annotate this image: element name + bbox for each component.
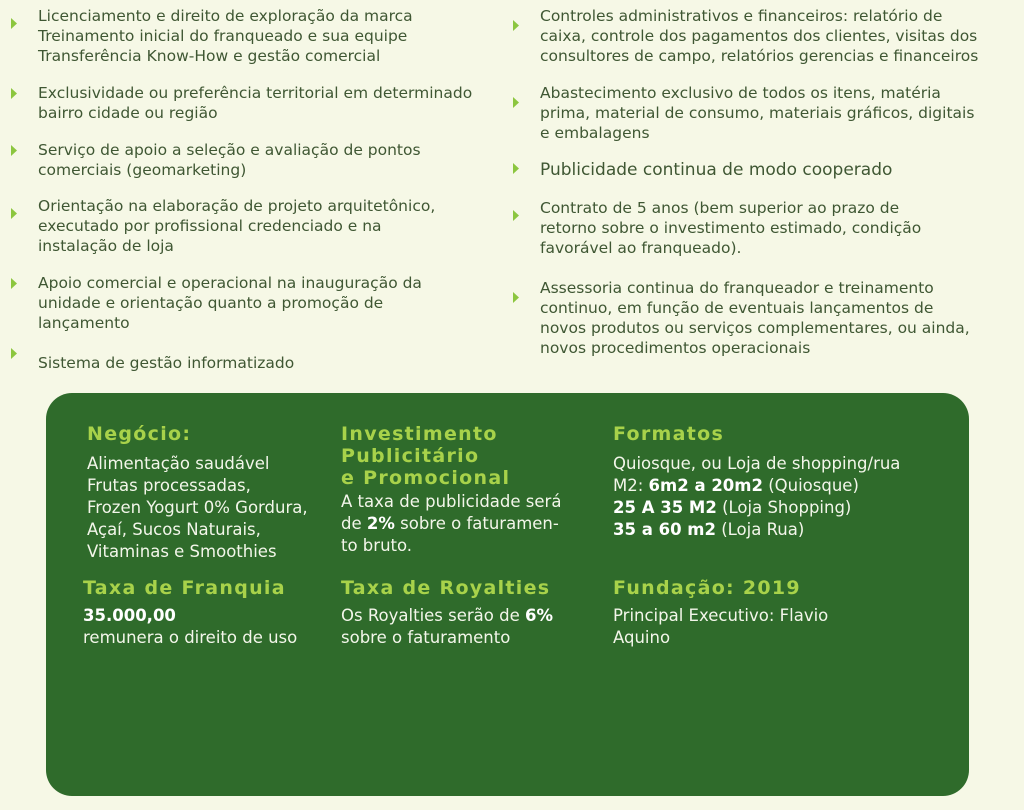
fundacao-line: Principal Executivo: Flavio <box>613 606 829 625</box>
negocio-line: Açaí, Sucos Naturais, <box>87 520 261 539</box>
royalties-line: Os Royalties serão de 6% <box>341 606 554 625</box>
formatos-line: 25 A 35 M2 (Loja Shopping) <box>613 498 852 517</box>
benefit-text: Orientação na elaboração de projeto arquitetônico, executado por profissional credenciado e na instalação de loja <box>38 197 436 255</box>
royalties-section <box>341 577 601 649</box>
bullet-icon <box>10 278 18 289</box>
benefit-item <box>512 83 1017 143</box>
formatos-line: Quiosque, ou Loja de shopping/rua <box>613 454 901 473</box>
benefit-item <box>512 198 1017 258</box>
benefit-text: Serviço de apoio a seleção e avaliação de pontos comerciais (geomarketing) <box>38 141 421 179</box>
bullet-icon <box>10 208 18 219</box>
benefit-text: Exclusividade ou preferência territorial em determinado bairro cidade ou região <box>38 84 473 122</box>
investimento-heading: Publicitário <box>341 445 480 467</box>
royalties-percent: 6% <box>525 606 554 625</box>
benefits-right-column <box>512 6 1017 358</box>
bullet-icon <box>10 348 18 359</box>
bullet-icon <box>512 20 520 31</box>
benefit-item <box>512 160 1017 180</box>
investimento-line: A taxa de publicidade será <box>341 492 562 511</box>
benefit-text: Apoio comercial e operacional na inauguração da unidade e orientação quanto a promoção de lançamento <box>38 274 422 332</box>
benefit-text: Abastecimento exclusivo de todos os itens, matéria prima, material de consumo, materiais gráficos, digitais e embalagens <box>540 84 975 142</box>
investimento-heading: Investimento <box>341 423 498 445</box>
benefit-text: Publicidade continua de modo cooperado <box>540 160 893 180</box>
taxa-franquia-section <box>83 577 343 649</box>
bullet-icon <box>10 145 18 156</box>
taxa-franquia-heading: Taxa de Franquia <box>83 577 286 599</box>
investimento-section <box>341 423 601 557</box>
bullet-icon <box>512 163 520 174</box>
benefits-left-column <box>10 6 505 373</box>
benefit-text: Assessoria continua do franqueador e treinamento continuo, em função de eventuais lançamentos de novos produtos ou serviços complementares, ou ainda, novos procedimentos operacionais <box>540 279 970 357</box>
bullet-icon <box>10 88 18 99</box>
benefit-item <box>10 140 505 180</box>
fundacao-section <box>613 577 913 649</box>
benefit-text: Licenciamento e direito de exploração da marca Treinamento inicial do franqueado e sua equipe Transferência Know-How e gestão comercial <box>38 7 413 65</box>
taxa-franquia-value: 35.000,00 <box>83 606 176 625</box>
negocio-line: Frutas processadas, <box>87 476 251 495</box>
benefit-item <box>10 6 505 66</box>
bullet-icon <box>512 210 520 221</box>
negocio-section <box>87 423 342 563</box>
negocio-line: Vitaminas e Smoothies <box>87 542 277 561</box>
royalties-line: sobre o faturamento <box>341 628 511 647</box>
franchise-info-panel <box>46 393 969 796</box>
formatos-line: 35 a 60 m2 (Loja Rua) <box>613 520 805 539</box>
benefit-item <box>10 353 505 373</box>
bullet-icon <box>512 292 520 303</box>
benefit-item <box>512 278 1017 358</box>
investimento-line: de 2% sobre o faturamen- <box>341 514 559 533</box>
publicidade-percent: 2% <box>366 514 395 533</box>
investimento-heading: e Promocional <box>341 467 511 489</box>
royalties-heading: Taxa de Royalties <box>341 577 551 599</box>
benefit-text: Sistema de gestão informatizado <box>38 354 295 372</box>
fundacao-heading: Fundação: 2019 <box>613 577 801 599</box>
negocio-heading: Negócio: <box>87 423 192 445</box>
benefit-item <box>10 196 505 256</box>
benefit-text: Controles administrativos e financeiros: relatório de caixa, controle dos pagamentos dos clientes, visitas dos consultores de campo, relatórios gerencias e financeiros <box>540 7 979 65</box>
bullet-icon <box>10 18 18 29</box>
benefit-item <box>10 83 505 123</box>
benefit-text: Contrato de 5 anos (bem superior ao prazo de retorno sobre o investimento estimado, condição favorável ao franqueado). <box>540 199 922 257</box>
formatos-section <box>613 423 953 541</box>
fundacao-line: Aquino <box>613 628 671 647</box>
formatos-line: M2: 6m2 a 20m2 (Quiosque) <box>613 476 859 495</box>
taxa-franquia-desc: remunera o direito de uso <box>83 628 298 647</box>
formatos-heading: Formatos <box>613 423 725 445</box>
bullet-icon <box>512 97 520 108</box>
benefit-item <box>10 273 505 333</box>
investimento-line: to bruto. <box>341 536 413 555</box>
negocio-line: Alimentação saudável <box>87 454 270 473</box>
negocio-line: Frozen Yogurt 0% Gordura, <box>87 498 308 517</box>
benefit-item <box>512 6 1017 66</box>
